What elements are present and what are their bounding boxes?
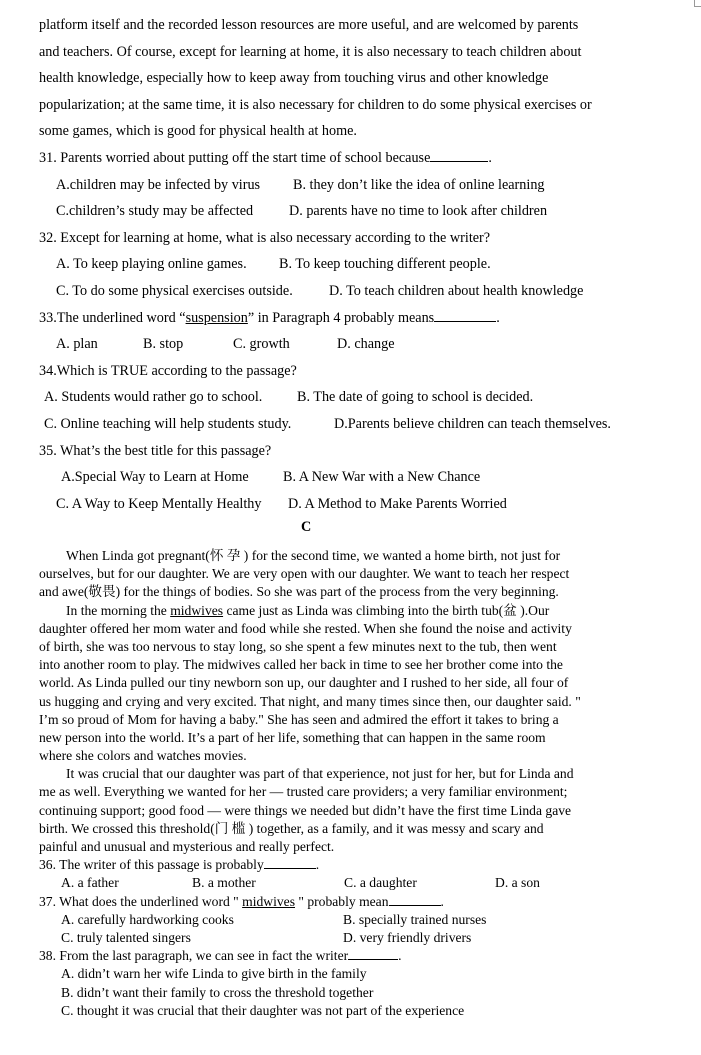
passage-line: painful and unusual and mysterious and really perfect. [39, 839, 335, 854]
answer-blank [389, 905, 441, 906]
option-a: A. plan [56, 336, 98, 353]
passage-line: In the morning the midwives came just as Linda was climbing into the birth tub(盆 ).Our [66, 602, 550, 618]
option-b: B. stop [143, 336, 184, 353]
passage-line: continuing support; good food — were things we needed but didn’t have the first time Linda gave [39, 802, 572, 818]
question-37-stem: 37. What does the underlined word " midwives " probably mean . [39, 893, 444, 909]
option-b: B. a mother [192, 875, 256, 891]
question-34-options [39, 411, 689, 438]
option-c: C. growth [233, 336, 290, 353]
passage-line: where she colors and watches movies. [39, 748, 247, 764]
option-a: A. a father [61, 875, 119, 891]
option-c: C. To do some physical exercises outside. [56, 282, 293, 299]
option-b: B. they don’t like the idea of online learning [293, 176, 545, 193]
option-a: A. To keep playing online games. [56, 256, 247, 273]
passage-line: new person into the world. It’s a part of her life, something that can happen in the same room [39, 729, 546, 745]
question-34-options [39, 384, 689, 411]
passage-line: world. As Linda pulled our tiny newborn son up, our daughter and I rushed to her side, all four of [39, 675, 569, 691]
passage-line: into another room to play. The midwives called her back in time to see her brother come into the [39, 657, 563, 673]
option-d: D. a son [495, 875, 540, 891]
passage-line: birth. We crossed this threshold(门 槛 ) together, as a family, and it was messy and scary and [39, 820, 544, 836]
question-32-stem: 32. Except for learning at home, what is also necessary according to the writer? [39, 229, 491, 246]
answer-blank [434, 321, 496, 322]
option-a: A.children may be infected by virus [56, 176, 261, 193]
option-b: B. specially trained nurses [343, 911, 487, 927]
option-d: D. A Method to Make Parents Worried [288, 495, 507, 512]
question-31-options [39, 172, 689, 199]
intro-line: health knowledge, especially how to keep away from touching virus and other knowledge [39, 70, 549, 87]
question-37-options [39, 929, 654, 947]
passage-line: me as well. Everything we wanted for her — trusted care providers; a very familiar environment; [39, 784, 568, 800]
question-37-options [39, 911, 654, 929]
section-heading: C [301, 519, 312, 535]
passage-line: and awe(敬畏) for the things of bodies. So she was part of the process from the very beginning. [39, 584, 559, 600]
option-d: D.Parents believe children can teach themselves. [334, 415, 611, 432]
option-d: D. parents have no time to look after children [289, 203, 548, 220]
option-c: C. Online teaching will help students study. [44, 415, 292, 432]
option-b: B. A New War with a New Chance [283, 469, 481, 486]
option-d: D. very friendly drivers [343, 929, 472, 945]
answer-blank [430, 161, 488, 162]
page-corner-mark [694, 0, 701, 7]
question-35-options [39, 491, 689, 518]
question-32-options [39, 251, 689, 278]
intro-line: popularization; at the same time, it is also necessary for children to do some physical exercises or [39, 96, 592, 113]
intro-line: some games, which is good for physical health at home. [39, 123, 357, 140]
question-34-stem: 34.Which is TRUE according to the passage? [39, 362, 297, 379]
underlined-word: midwives [170, 602, 224, 618]
option-c: C. A Way to Keep Mentally Healthy [56, 495, 262, 512]
question-31-options [39, 198, 689, 225]
question-35-options [39, 464, 689, 491]
option-c: C.children’s study may be affected [56, 203, 254, 220]
option-c: C. thought it was crucial that their daughter was not part of the experience [61, 1002, 465, 1018]
option-a: A. didn’t warn her wife Linda to give birth in the family [61, 966, 367, 982]
underlined-word: midwives [242, 893, 295, 909]
option-a: A. Students would rather go to school. [44, 389, 263, 406]
question-33-stem: 33.The underlined word “suspension” in Paragraph 4 probably means . [39, 309, 500, 326]
option-b: B. To keep touching different people. [279, 256, 491, 273]
intro-line: and teachers. Of course, except for learning at home, it is also necessary to teach children about [39, 43, 582, 60]
option-c: C. a daughter [344, 875, 417, 891]
underlined-word: suspension [185, 309, 248, 326]
passage-line: daughter offered her mom water and food while she rested. When she found the noise and activity [39, 620, 572, 636]
option-b: B. didn’t want their family to cross the threshold together [61, 984, 374, 1000]
option-a: A.Special Way to Learn at Home [61, 469, 249, 486]
passage-line: When Linda got pregnant(怀 孕 ) for the second time, we wanted a home birth, not just for [66, 548, 561, 563]
question-38-stem: 38. From the last paragraph, we can see in fact the writer . [39, 948, 402, 964]
question-32-options [39, 278, 689, 305]
passage-line: It was crucial that our daughter was part of that experience, not just for her, but for Linda and [66, 766, 574, 782]
question-36-options [39, 874, 654, 892]
answer-blank [264, 868, 316, 869]
question-31-stem: 31. Parents worried about putting off the start time of school because . [39, 149, 492, 166]
passage-line: of birth, she was too nervous to stay long, so she spent a few minutes next to the tub, then went [39, 638, 557, 654]
passage-line: I’m so proud of Mom for having a baby." She has seen and admired the effort it takes to bring a [39, 711, 559, 727]
option-d: D. To teach children about health knowledge [329, 282, 584, 299]
reading-b-block [39, 12, 689, 517]
passage-line: ourselves, but for our daughter. We are very open with our daughter. We want to teach her respect [39, 566, 570, 582]
intro-line: platform itself and the recorded lesson resources are more useful, and are welcomed by parents [39, 17, 579, 33]
question-33-options [39, 331, 689, 358]
option-c: C. truly talented singers [61, 929, 191, 945]
option-b: B. The date of going to school is decided. [297, 389, 534, 406]
question-35-stem: 35. What’s the best title for this passage? [39, 442, 272, 459]
passage-line: us hugging and crying and very excited. That night, and many times since then, our daughter said. " [39, 693, 581, 709]
question-36-stem: 36. The writer of this passage is probably . [39, 857, 320, 873]
option-a: A. carefully hardworking cooks [61, 911, 234, 927]
option-d: D. change [337, 336, 395, 353]
answer-blank [348, 959, 398, 960]
reading-c-block [39, 547, 654, 1020]
